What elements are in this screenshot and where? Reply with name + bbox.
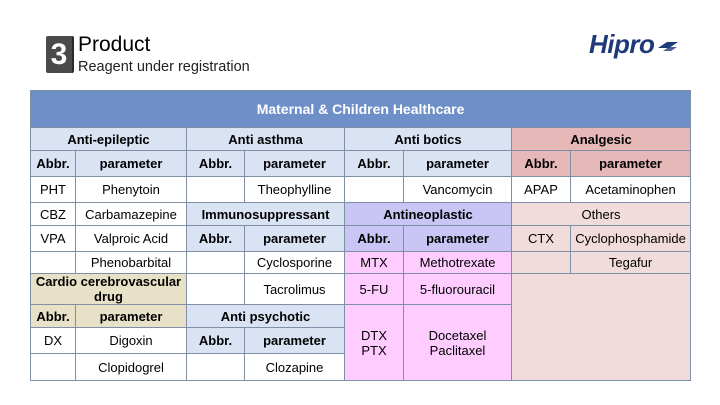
col-param-header: parameter (245, 328, 345, 354)
logo-text: Hipro (589, 29, 655, 59)
col-param-header: parameter (245, 226, 345, 252)
logo-wing-icon (657, 38, 679, 52)
category-immunosuppressant: Immunosuppressant (187, 203, 345, 226)
table-cell: Cyclosporine (245, 252, 345, 274)
col-abbr-header: Abbr. (31, 305, 76, 328)
table-cell: Cyclophosphamide (571, 226, 691, 252)
category-anti-epileptic: Anti-epileptic (31, 128, 187, 151)
table-cell: CBZ (31, 203, 76, 226)
table-cell: Tegafur (571, 252, 691, 274)
table-cell: Clozapine (245, 354, 345, 381)
table-cell: DX (31, 328, 76, 354)
category-others: Others (512, 203, 691, 226)
category-cardio-cerebrovascular: Cardio cerebrovascular drug (31, 274, 187, 305)
table-cell: Clopidogrel (76, 354, 187, 381)
empty-cell (512, 274, 691, 381)
page-title: Product (78, 33, 151, 56)
col-param-header: parameter (76, 305, 187, 328)
category-anti-botics: Anti botics (345, 128, 512, 151)
col-abbr-header: Abbr. (187, 328, 245, 354)
col-param-header: parameter (245, 151, 345, 177)
table-cell: Digoxin (76, 328, 187, 354)
table-cell: Theophylline (245, 177, 345, 203)
table-cell: Carbamazepine (76, 203, 187, 226)
table-cell: DTX PTX (345, 305, 404, 381)
table-cell: 5-fluorouracil (404, 274, 512, 305)
col-abbr-header: Abbr. (187, 226, 245, 252)
table-cell: VPA (31, 226, 76, 252)
col-param-header: parameter (571, 151, 691, 177)
table-cell (187, 177, 245, 203)
category-antineoplastic: Antineoplastic (345, 203, 512, 226)
table-cell (512, 252, 571, 274)
col-abbr-header: Abbr. (345, 151, 404, 177)
col-abbr-header: Abbr. (31, 151, 76, 177)
table-cell: Methotrexate (404, 252, 512, 274)
col-abbr-header: Abbr. (187, 151, 245, 177)
table-cell: Docetaxel Paclitaxel (404, 305, 512, 381)
table-cell (345, 177, 404, 203)
table-cell: Acetaminophen (571, 177, 691, 203)
col-abbr-header: Abbr. (512, 151, 571, 177)
table-cell: Valproic Acid (76, 226, 187, 252)
table-cell: Tacrolimus (245, 274, 345, 305)
table-cell (187, 274, 245, 305)
table-cell (31, 354, 76, 381)
table-cell: MTX (345, 252, 404, 274)
col-abbr-header: Abbr. (345, 226, 404, 252)
table-cell: CTX (512, 226, 571, 252)
category-anti-asthma: Anti asthma (187, 128, 345, 151)
col-param-header: parameter (404, 151, 512, 177)
col-param-header: parameter (76, 151, 187, 177)
page-subtitle: Reagent under registration (78, 59, 250, 75)
table-cell: APAP (512, 177, 571, 203)
table-cell (31, 252, 76, 274)
table-cell: Vancomycin (404, 177, 512, 203)
category-anti-psychotic: Anti psychotic (187, 305, 345, 328)
col-param-header: parameter (404, 226, 512, 252)
section-number-badge: 3 (46, 36, 72, 73)
table-cell (187, 354, 245, 381)
product-table (30, 90, 691, 381)
table-cell: Phenytoin (76, 177, 187, 203)
table-cell (187, 252, 245, 274)
category-analgesic: Analgesic (512, 128, 691, 151)
table-cell: PHT (31, 177, 76, 203)
table-main-title: Maternal & Children Healthcare (31, 91, 691, 128)
table-cell: 5-FU (345, 274, 404, 305)
table-cell: Phenobarbital (76, 252, 187, 274)
brand-logo (589, 28, 679, 64)
